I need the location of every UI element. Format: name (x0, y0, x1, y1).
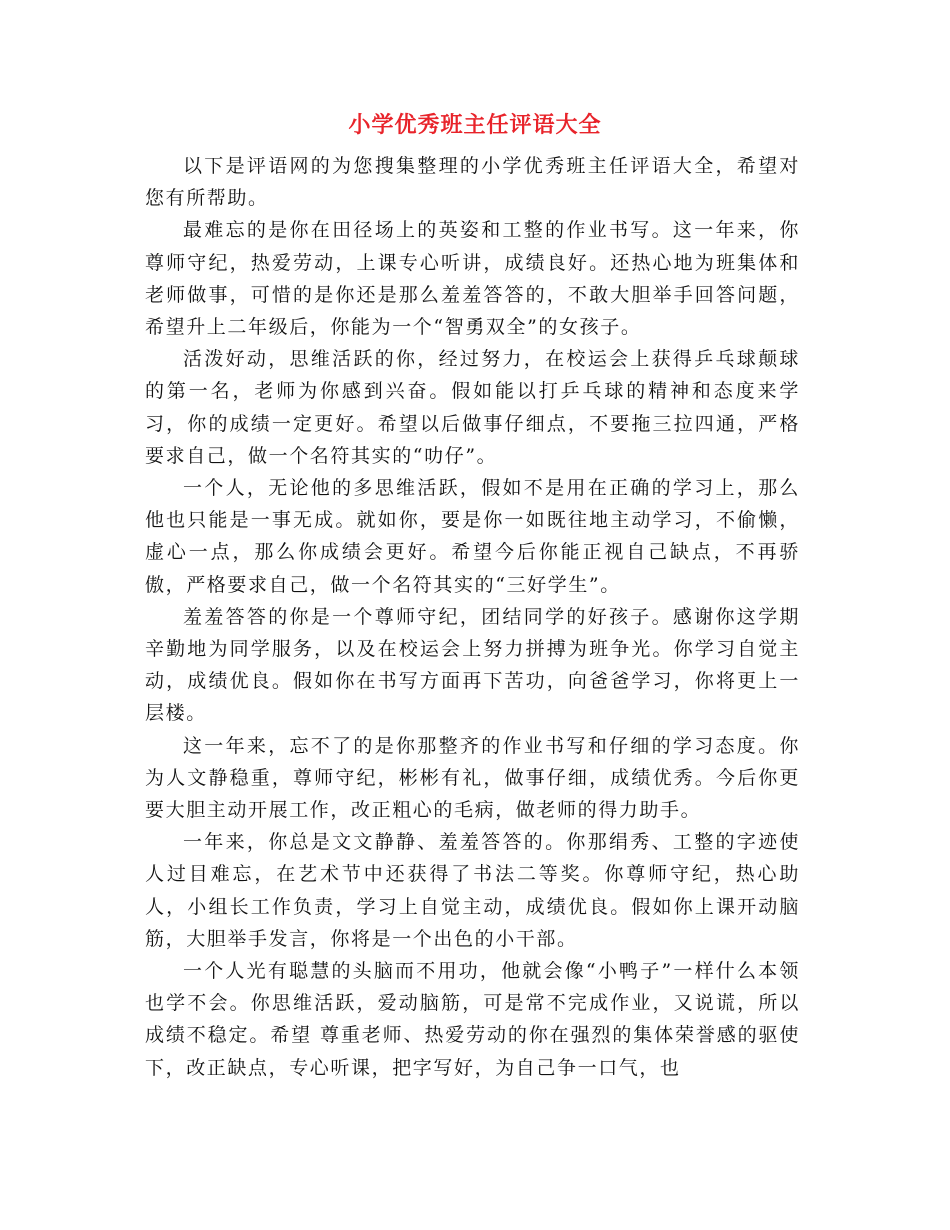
paragraph-comment-3: 一个人，无论他的多思维活跃，假如不是用在正确的学习上，那么他也只能是一事无成。就如你，要是你一如既往地主动学习，不偷懒，虚心一点，那么你成绩会更好。希望今后你能正视自己缺点，不再骄傲，严格要求自己，做一个名符其实的“三好学生”。 (145, 477, 800, 596)
paragraph-comment-1: 最难忘的是你在田径场上的英姿和工整的作业书写。这一年来，你尊师守纪，热爱劳动，上课专心听讲，成绩良好。还热心地为班集体和老师做事，可惜的是你还是那么羞羞答答的，不敢大胆举手回答问题，希望升上二年级后，你能为一个“智勇双全”的女孩子。 (145, 219, 800, 339)
document-body (145, 150, 800, 1084)
paragraph-comment-5: 这一年来，忘不了的是你那整齐的作业书写和仔细的学习态度。你为人文静稳重，尊师守纪，彬彬有礼，做事仔细，成绩优秀。今后你更要大胆主动开展工作，改正粗心的毛病，做老师的得力助手。 (145, 734, 800, 822)
paragraph-comment-6: 一年来，你总是文文静静、羞羞答答的。你那绢秀、工整的字迹使人过目难忘，在艺术节中还获得了书法二等奖。你尊师守纪，热心助人，小组长工作负责，学习上自觉主动，成绩优良。假如你上课开动脑筋，大胆举手发言，你将是一个出色的小干部。 (145, 831, 800, 950)
paragraph-comment-4: 羞羞答答的你是一个尊师守纪，团结同学的好孩子。感谢你这学期辛勤地为同学服务，以及在校运会上努力拼搏为班争光。你学习自觉主动，成绩优良。假如你在书写方面再下苦功，向爸爸学习，你将更上一层楼。 (145, 605, 800, 725)
document-title: 小学优秀班主任评语大全 (348, 112, 602, 138)
paragraph-comment-2: 活泼好动，思维活跃的你，经过努力，在校运会上获得乒乓球颠球的第一名，老师为你感到兴奋。假如能以打乒乓球的精神和态度来学习，你的成绩一定更好。希望以后做事仔细点，不要拖三拉四通，严格要求自己，做一个名符其实的“叻仔”。 (145, 348, 800, 467)
paragraph-comment-7: 一个人光有聪慧的头脑而不用功，他就会像“小鸭子”一样什么本领也学不会。你思维活跃，爱动脑筋，可是常不完成作业，又说谎，所以成绩不稳定。希望 尊重老师、热爱劳动的你在强烈的集体荣誉感的驱使下，改正缺点，专心听课，把字写好，为自己争一口气，也 (145, 960, 800, 1079)
paragraph-intro: 以下是评语网的为您搜集整理的小学优秀班主任评语大全，希望对您有所帮助。 (145, 155, 800, 210)
